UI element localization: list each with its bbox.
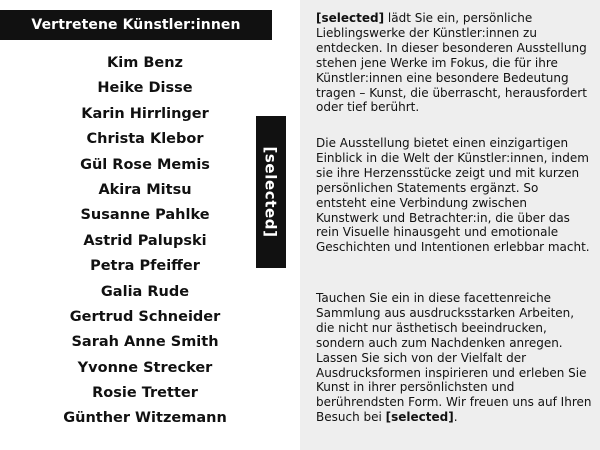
artist-name: Karin Hirrlinger bbox=[81, 105, 209, 122]
artist-name: Gül Rose Memis bbox=[80, 156, 210, 173]
venue-name: [selected] bbox=[385, 410, 454, 425]
venue-name: [selected] bbox=[316, 11, 385, 25]
intro-paragraph bbox=[316, 11, 592, 115]
artist-name: Rosie Tretter bbox=[92, 385, 198, 402]
invitation-paragraph bbox=[316, 291, 592, 425]
artist-name: Kim Benz bbox=[106, 55, 183, 71]
artists-heading: Vertretene Künstler:innen bbox=[0, 10, 272, 40]
artist-name: Heike Disse bbox=[97, 80, 193, 97]
artist-name: Gertrud Schneider bbox=[69, 308, 221, 325]
intro-text: lädt Sie ein, persönliche Lieblingswerke der Künstler:innen zu entdecken. In dieser besonderen Ausstellung stehen jene Werke im Fokus, die für ihre Künstler:innen eine besondere Bedeutung tragen – Kunst, die überrascht, herausfordert oder tief berührt. bbox=[316, 11, 587, 115]
side-tab bbox=[256, 116, 286, 268]
artist-name: Akira Mitsu bbox=[98, 181, 192, 198]
artist-name: Yvonne Strecker bbox=[77, 359, 213, 376]
artist-name: Petra Pfeiffer bbox=[90, 258, 200, 275]
artist-list bbox=[20, 51, 270, 432]
exhibition-paragraph: Die Ausstellung bietet einen einzigartigen Einblick in die Welt der Künstler:innen, indem sie ihre Herzensstücke zeigt und mit kurzen persönlichen Statements ergänzt. So entsteht eine Verbindung zwischen Kunstwerk und Betrachter:in, die über das rein Visuelle hinausgeht und emotionale Geschichten und Intentionen erlebbar macht. bbox=[316, 136, 590, 255]
invitation-text: Tauchen Sie ein in diese facettenreiche Sammlung aus ausdrucksstarken Arbeiten, die nicht nur ästhetisch beeindrucken, sondern auch zum Nachdenken anregen. Lassen Sie sich von der Vielfalt der Ausdrucksformen inspirieren und erleben Sie Kunst in ihrer persönlichsten und berührendsten Form. Wir freuen uns auf Ihren Besuch bei bbox=[316, 291, 592, 425]
artist-name: Astrid Palupski bbox=[83, 232, 207, 249]
invitation-end: . bbox=[453, 410, 458, 425]
artist-name: Günther Witzemann bbox=[63, 410, 227, 427]
artist-name: Susanne Pahlke bbox=[80, 207, 210, 224]
artist-name: Christa Klebor bbox=[86, 131, 204, 148]
artists-panel bbox=[0, 0, 298, 450]
artist-name: Sarah Anne Smith bbox=[71, 334, 219, 351]
artist-name: Galia Rude bbox=[100, 283, 190, 300]
side-tab-label: [selected] bbox=[262, 146, 281, 238]
